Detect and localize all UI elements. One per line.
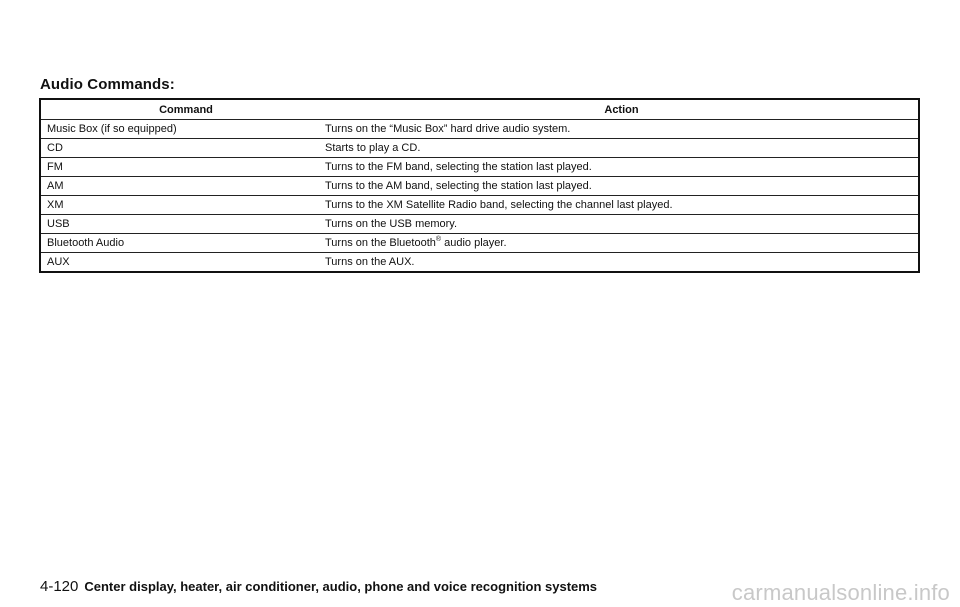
action-cell: Turns on the “Music Box” hard drive audio system. xyxy=(325,123,571,135)
action-cell xyxy=(325,237,918,249)
header-action: Action xyxy=(604,103,639,116)
command-cell: USB xyxy=(47,218,70,230)
table-row xyxy=(41,138,918,157)
section-title: Audio Commands: xyxy=(40,76,175,93)
action-cell: Turns to the AM band, selecting the station last played. xyxy=(325,180,592,192)
action-cell: Turns to the FM band, selecting the station last played. xyxy=(325,161,592,173)
page-number: 4-120 xyxy=(40,578,79,595)
command-cell: Bluetooth Audio xyxy=(47,237,125,249)
table-row xyxy=(41,252,918,271)
table-row xyxy=(41,233,918,252)
registered-mark: ® xyxy=(435,236,442,243)
footer-title: Center display, heater, air conditioner, audio, phone and voice recognition systems xyxy=(84,579,598,594)
action-text: Turns on the Bluetooth xyxy=(325,237,436,249)
command-cell: AM xyxy=(47,180,64,192)
watermark: carmanualsonline.info xyxy=(731,580,950,605)
table-row xyxy=(41,176,918,195)
action-cell: Turns on the AUX. xyxy=(325,256,415,268)
audio-commands-table xyxy=(39,98,920,273)
command-cell: AUX xyxy=(47,256,70,268)
page-footer xyxy=(40,578,597,595)
table-row xyxy=(41,157,918,176)
table-row xyxy=(41,214,918,233)
header-command: Command xyxy=(159,103,213,116)
command-cell: Music Box (if so equipped) xyxy=(47,123,177,135)
action-cell: Turns to the XM Satellite Radio band, selecting the channel last played. xyxy=(325,199,673,211)
action-cell: Turns on the USB memory. xyxy=(325,218,458,230)
table-row xyxy=(41,195,918,214)
command-cell: XM xyxy=(47,199,64,211)
action-text: audio player. xyxy=(441,237,507,249)
action-cell: Starts to play a CD. xyxy=(325,142,421,154)
command-cell: CD xyxy=(47,142,63,154)
command-cell: FM xyxy=(47,161,63,173)
table-row xyxy=(41,119,918,138)
table-header-row xyxy=(41,100,918,119)
